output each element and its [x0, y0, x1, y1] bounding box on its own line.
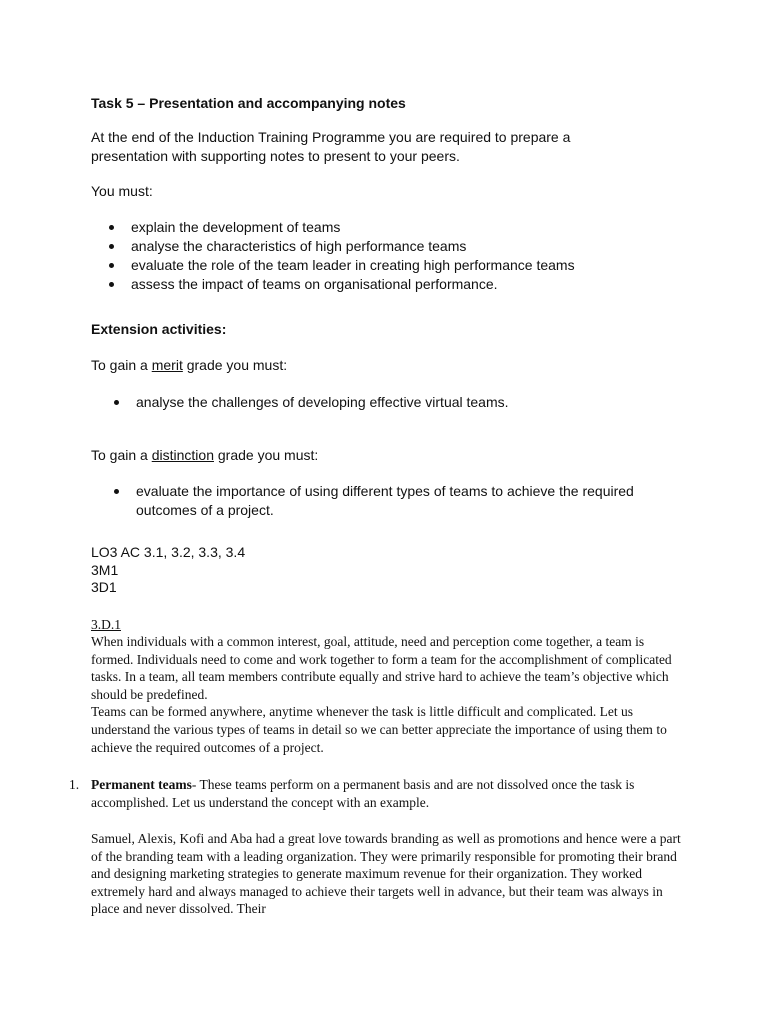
distinction-line: To gain a distinction grade you must:	[91, 447, 319, 463]
list-item: analyse the characteristics of high performance teams	[91, 237, 711, 256]
distinction-word: distinction	[151, 447, 214, 463]
merit-word: merit	[151, 357, 183, 373]
task-title: Task 5 – Presentation and accompanying notes	[91, 95, 406, 111]
list-item: analyse the challenges of developing effective virtual teams.	[96, 393, 696, 412]
list-item: assess the impact of teams on organisational performance.	[91, 275, 711, 294]
bullet-icon	[114, 489, 119, 494]
criteria-line: LO3 AC 3.1, 3.2, 3.3, 3.4	[91, 544, 246, 560]
list-item: evaluate the importance of using different types of teams to achieve the required outcomes of a project.	[96, 482, 686, 520]
criteria-line: 3M1	[91, 561, 119, 578]
merit-list	[96, 393, 696, 412]
distinction-list	[96, 482, 686, 520]
bullet-icon	[114, 400, 119, 405]
list-item: explain the development of teams	[91, 218, 711, 237]
list-item: evaluate the role of the team leader in creating high performance teams	[91, 256, 711, 275]
merit-line: To gain a merit grade you must:	[91, 357, 288, 373]
section-body	[91, 633, 681, 756]
section-heading: 3.D.1	[91, 617, 121, 632]
paragraph: Teams can be formed anywhere, anytime whenever the task is little difficult and complicated. Let us understand the various types of teams in detail so we can better appreciate the importance of using them to achieve the required outcomes of a project.	[91, 704, 667, 755]
extension-heading: Extension activities:	[91, 321, 227, 337]
task-intro: At the end of the Induction Training Programme you are required to prepare a presentation with supporting notes to present to your peers.	[91, 129, 571, 164]
criteria-line: 3D1	[91, 579, 117, 595]
requirements-list	[91, 218, 711, 294]
bullet-icon	[109, 225, 114, 230]
item-text: - These teams perform on a permanent basis and are not dissolved once the task is accomplished. Let us understand the concept with an example.	[91, 777, 635, 810]
you-must-label: You must:	[91, 183, 153, 199]
example-paragraph: Samuel, Alexis, Kofi and Aba had a great love towards branding as well as promotions and hence were a part of the branding team with a leading organization. They were primarily responsible for promoting their brand and designing marketing strategies to generate maximum revenue for their organization. They worked extremely hard and always managed to achieve their targets well in advance, but their team was always in place and never dissolved. Their	[91, 831, 681, 917]
item-number: 1.	[69, 777, 80, 792]
bullet-icon	[109, 244, 114, 249]
bullet-icon	[109, 263, 114, 268]
criteria-block	[91, 544, 245, 597]
bullet-icon	[109, 282, 114, 287]
item-title: Permanent teams	[91, 777, 192, 792]
paragraph: When individuals with a common interest, goal, attitude, need and perception come together, a team is formed. Individuals need to come and work together to form a team for the accomplishment of complicated tasks. In a team, all team members contribute equally and strive hard to achieve the team’s objective which should be predefined.	[91, 634, 672, 702]
